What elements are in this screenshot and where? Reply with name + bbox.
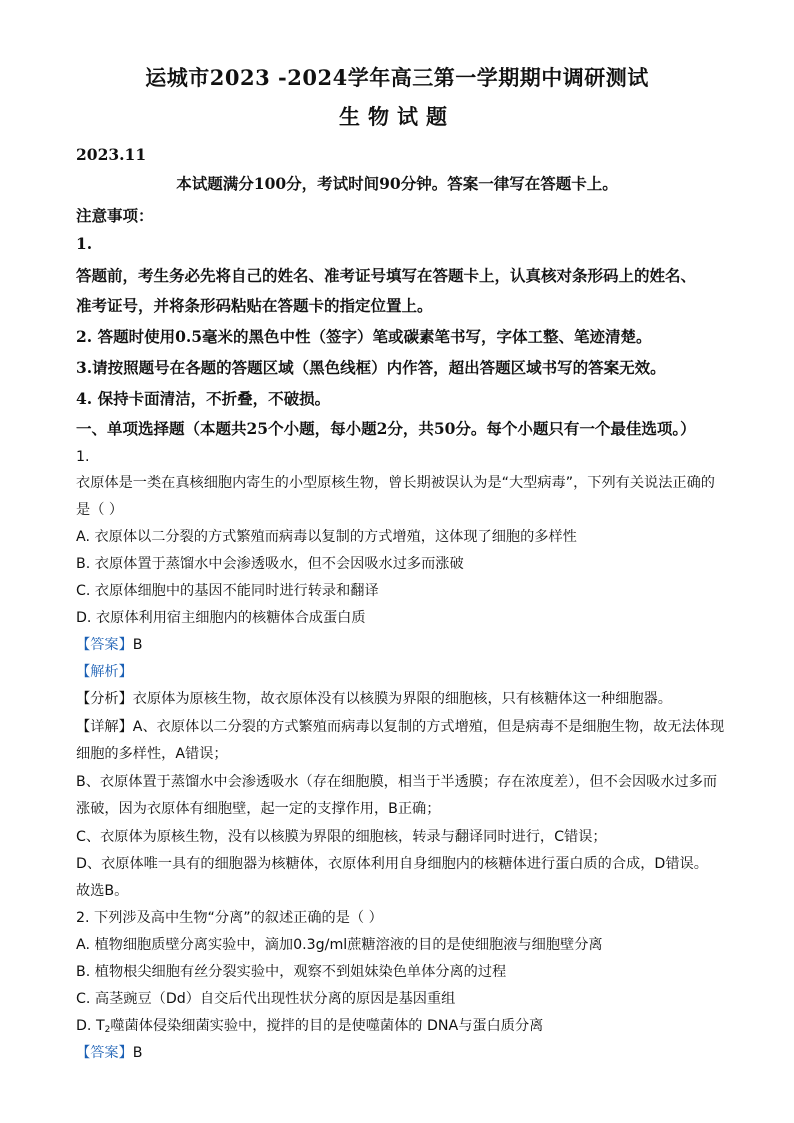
notice-item-1-line-2: 准考证号，并将条形码粘贴在答题卡的指定位置上。 (76, 296, 433, 315)
q2-option-d-subscript: 2 (104, 1025, 111, 1035)
notice-item-1-line-1: 答题前，考生务必先将自己的姓名、准考证号填写在答题卡上，认真核对条形码上的姓名、 (76, 266, 697, 285)
exam-date: 2023.11 (76, 145, 147, 164)
q1-answer-label: 【答案】 (76, 637, 133, 653)
notice-heading: 注意事项： (76, 206, 154, 225)
q1-answer (76, 634, 143, 654)
notice-item-4: 4. 保持卡面清洁，不折叠，不破损。 (76, 389, 331, 408)
q1-option-b: B. 衣原体置于蒸馏水中会渗透吸水，但不会因吸水过多而涨破 (76, 556, 464, 572)
q1-fenxi (76, 688, 672, 708)
q1-option-d: D. 衣原体利用宿主细胞内的核糖体合成蛋白质 (76, 610, 366, 626)
q1-detail-line-5: C、衣原体为原核生物，没有以核膜为界限的细胞核，转录与翻译同时进行，C错误； (76, 829, 607, 845)
q1-stem-line-1: 衣原体是一类在真核细胞内寄生的小型原核生物，曾长期被误认为是“大型病毒”，下列有关说法正确的 (76, 475, 715, 491)
exam-title: 运城市2023 -2024学年高三第一学期期中调研测试 (145, 65, 649, 90)
q1-detail-line-3: B、衣原体置于蒸馏水中会渗透吸水（存在细胞膜，相当于半透膜；存在浓度差），但不会因吸水过多而 (76, 774, 718, 790)
q1-option-a: A. 衣原体以二分裂的方式繁殖而病毒以复制的方式增殖，这体现了细胞的多样性 (76, 529, 577, 545)
q1-analysis-label: 【解析】 (76, 664, 133, 680)
q2-option-c: C. 高茎豌豆（Dd）自交后代出现性状分离的原因是基因重组 (76, 991, 456, 1007)
q1-number: 1. (76, 449, 90, 465)
notice-item-2: 2. 答题时使用0.5毫米的黑色中性（签字）笔或碳素笔书写，字体工整、笔迹清楚。 (76, 327, 652, 346)
q2-option-b: B. 植物根尖细胞有丝分裂实验中，观察不到姐妹染色单体分离的过程 (76, 964, 507, 980)
q1-detail-line-6: D、衣原体唯一具有的细胞器为核糖体，衣原体利用自身细胞内的核糖体进行蛋白质的合成，D错误。 (76, 856, 708, 872)
notice-item-1-number: 1. (76, 234, 93, 253)
q1-answer-value: B (132, 637, 143, 653)
q1-detail-text-1: A、衣原体以二分裂的方式繁殖而病毒以复制的方式增殖，但是病毒不是细胞生物，故无法体现 (132, 719, 725, 735)
q1-option-c: C. 衣原体细胞中的基因不能同时进行转录和翻译 (76, 583, 379, 599)
q2-option-d (76, 1015, 543, 1035)
q2-answer-label: 【答案】 (76, 1045, 133, 1061)
q2-option-d-prefix: D. T (76, 1018, 105, 1034)
q2-answer (76, 1042, 143, 1062)
section-1-heading: 一、单项选择题（本题共25个小题，每小题2分，共50分。每个小题只有一个最佳选项。） (76, 419, 696, 438)
q2-option-a: A. 植物细胞质壁分离实验中，滴加0.3g/ml蔗糖溶液的目的是使细胞液与细胞壁分离 (76, 937, 603, 953)
q1-fenxi-label: 【分析】 (76, 691, 133, 707)
q1-conclusion: 故选B。 (76, 883, 129, 899)
exam-intro: 本试题满分100分，考试时间90分钟。答案一律写在答题卡上。 (176, 174, 618, 193)
q1-fenxi-text: 衣原体为原核生物，故衣原体没有以核膜为界限的细胞核，只有核糖体这一种细胞器。 (132, 691, 672, 707)
q2-answer-value: B (132, 1045, 143, 1061)
q1-detail-line-2: 细胞的多样性，A错误； (76, 746, 228, 762)
q1-detail-label: 【详解】 (76, 719, 133, 735)
notice-item-3: 3.请按照题号在各题的答题区域（黑色线框）内作答，超出答题区域书写的答案无效。 (76, 358, 666, 377)
q2-option-d-text: 噬菌体侵染细菌实验中，搅拌的目的是使噬菌体的 DNA与蛋白质分离 (110, 1018, 544, 1034)
exam-subtitle: 生物试题 (339, 104, 455, 129)
q1-detail-line-4: 涨破，因为衣原体有细胞壁，起一定的支撑作用，B正确； (76, 801, 441, 817)
q2-stem: 2. 下列涉及高中生物“分离”的叙述正确的是（ ） (76, 910, 383, 926)
q1-stem-line-2: 是（ ） (76, 502, 124, 518)
q1-detail-line-1 (76, 716, 724, 736)
